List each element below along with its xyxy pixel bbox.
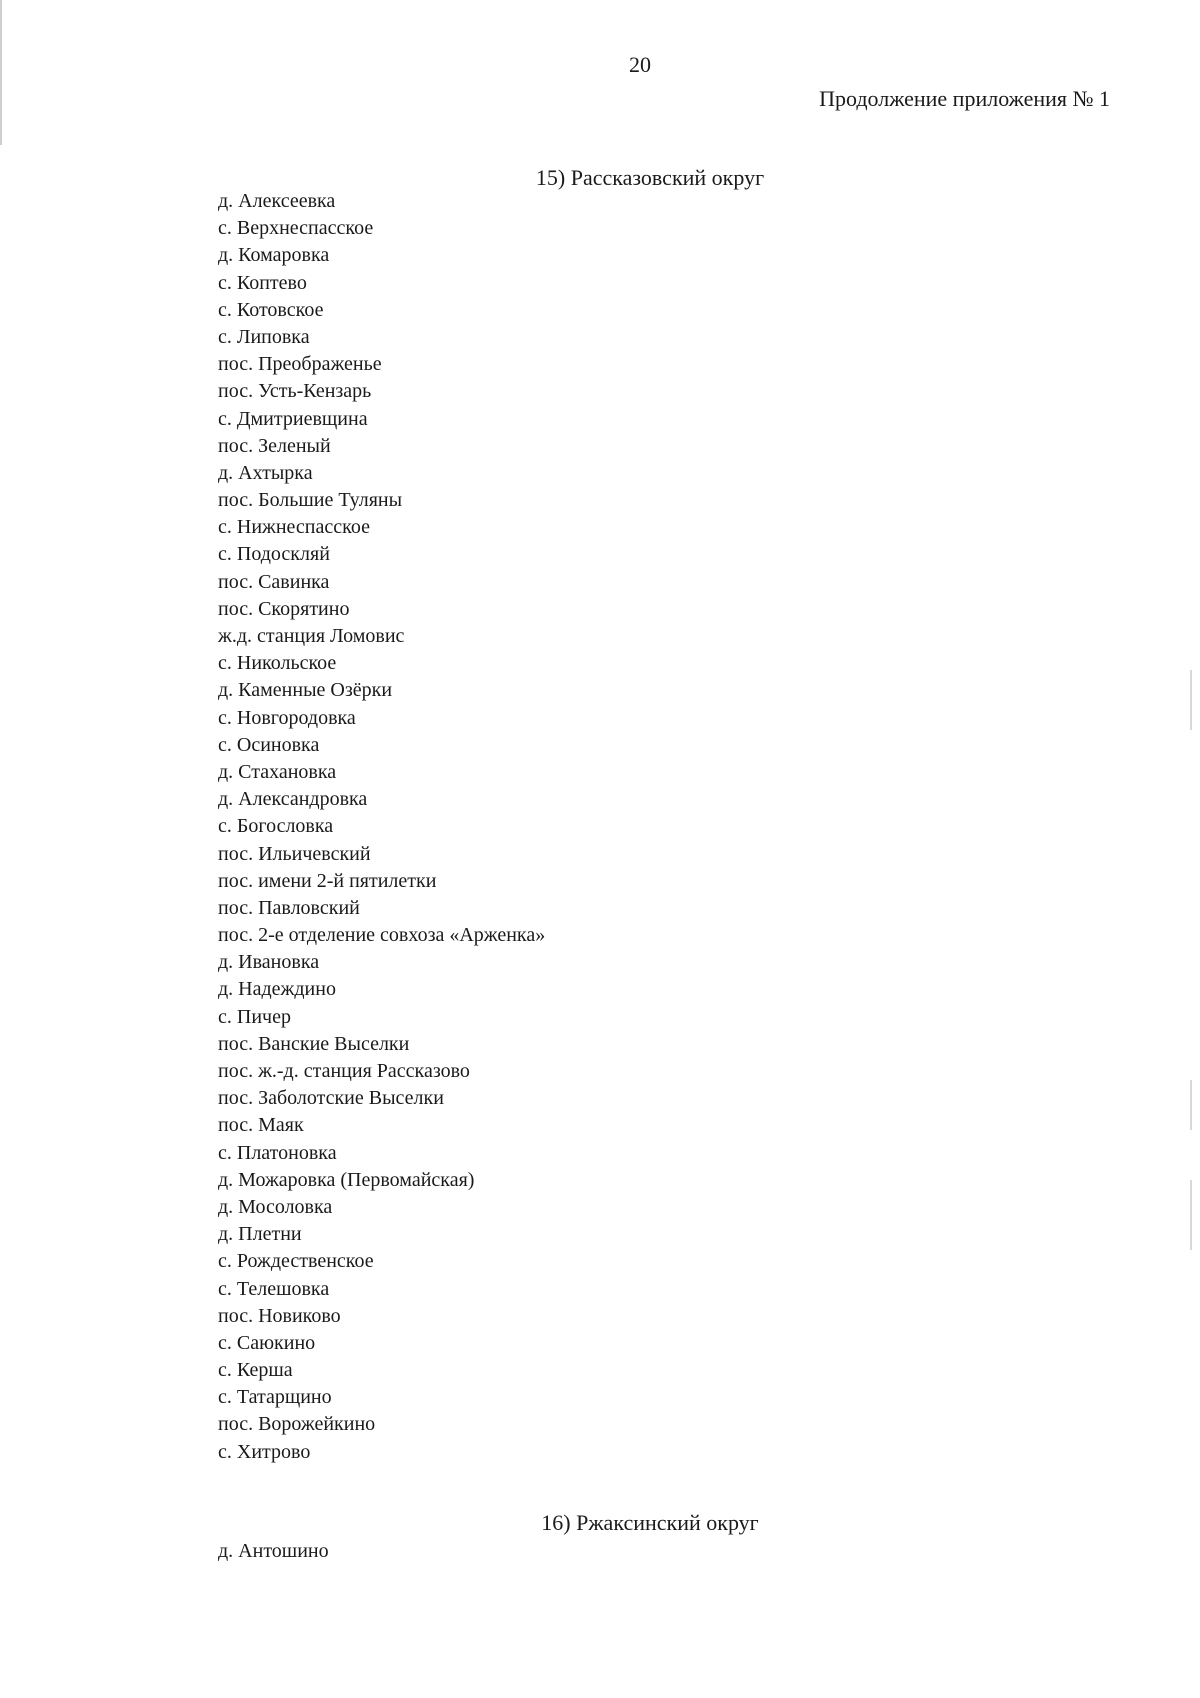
page-number: 20	[629, 52, 651, 77]
settlement-item: с. Саюкино	[218, 1331, 316, 1354]
settlement-item: пос. Заболотские Выселки	[218, 1087, 444, 1110]
settlement-item: с. Рождественское	[218, 1250, 374, 1273]
settlement-item: с. Коптево	[218, 271, 307, 294]
settlement-item: с. Верхнеспасское	[218, 217, 374, 240]
settlement-item: с. Липовка	[218, 325, 310, 348]
settlement-item: пос. 2-е отделение совхоза «Арженка»	[218, 924, 546, 947]
settlement-item: пос. Маяк	[218, 1114, 304, 1137]
settlement-item: пос. Зеленый	[218, 434, 331, 457]
settlement-item: с. Дмитриевщина	[218, 407, 368, 430]
settlement-item: д. Мосоловка	[218, 1195, 333, 1218]
settlement-item: с. Платоновка	[218, 1141, 337, 1164]
settlement-item: с. Осиновка	[218, 733, 320, 756]
settlement-item: пос. Преображенье	[218, 353, 382, 376]
settlement-item: д. Александровка	[218, 788, 368, 811]
settlement-item: с. Новгородовка	[218, 706, 356, 729]
settlement-item: с. Нижнеспасское	[218, 516, 370, 539]
settlement-item: с. Хитрово	[218, 1440, 311, 1463]
settlement-item: с. Богословка	[218, 815, 334, 838]
settlement-item: пос. Большие Туляны	[218, 489, 403, 512]
settlement-item: с. Пичер	[218, 1005, 291, 1028]
scan-edge-mark	[1190, 1180, 1192, 1250]
settlement-item: с. Никольское	[218, 652, 337, 675]
settlement-item: пос. ж.-д. станция Рассказово	[218, 1060, 470, 1082]
scan-edge-mark	[1190, 670, 1192, 730]
settlement-item: с. Котовское	[218, 298, 324, 321]
settlement-item: д. Стахановка	[218, 760, 337, 783]
district-heading: 16) Ржаксинский округ	[541, 1510, 759, 1535]
settlement-item: пос. Новиково	[218, 1304, 341, 1327]
settlement-item: пос. Скорятино	[218, 597, 350, 620]
settlement-item: пос. Ванские Выселки	[218, 1032, 410, 1055]
settlement-item: пос. Савинка	[218, 570, 330, 593]
settlement-item: с. Татарщино	[218, 1386, 332, 1409]
settlement-item: д. Комаровка	[218, 244, 330, 267]
settlement-item: д. Алексеевка	[218, 190, 336, 212]
settlement-item: с. Подоскляй	[218, 543, 330, 566]
settlement-item: с. Телешовка	[218, 1277, 330, 1300]
settlement-item: пос. Ильичевский	[218, 842, 371, 865]
settlement-item: д. Каменные Озёрки	[218, 679, 393, 702]
settlement-item: д. Можаровка (Первомайская)	[218, 1168, 475, 1191]
scan-edge-mark	[0, 0, 2, 145]
settlement-item: д. Ивановка	[218, 951, 320, 974]
settlement-item: д. Плетни	[218, 1223, 302, 1246]
district-heading: 15) Рассказовский округ	[535, 165, 765, 190]
settlement-list	[218, 188, 545, 1466]
settlement-item: д. Антошино	[218, 1540, 329, 1562]
scan-edge-mark	[1190, 1080, 1192, 1130]
settlement-item: д. Ахтырка	[218, 461, 313, 484]
settlement-item: д. Надеждино	[218, 978, 336, 1001]
settlement-item: с. Керша	[218, 1359, 293, 1382]
settlement-item: пос. имени 2-й пятилетки	[218, 869, 437, 892]
settlement-item: пос. Усть-Кензарь	[218, 380, 372, 403]
appendix-continuation-note: Продолжение приложения № 1	[819, 86, 1110, 111]
settlement-item: пос. Ворожейкино	[218, 1413, 376, 1436]
settlement-item: пос. Павловский	[218, 896, 360, 919]
settlement-list	[218, 1538, 329, 1565]
settlement-item: ж.д. станция Ломовис	[218, 625, 405, 647]
